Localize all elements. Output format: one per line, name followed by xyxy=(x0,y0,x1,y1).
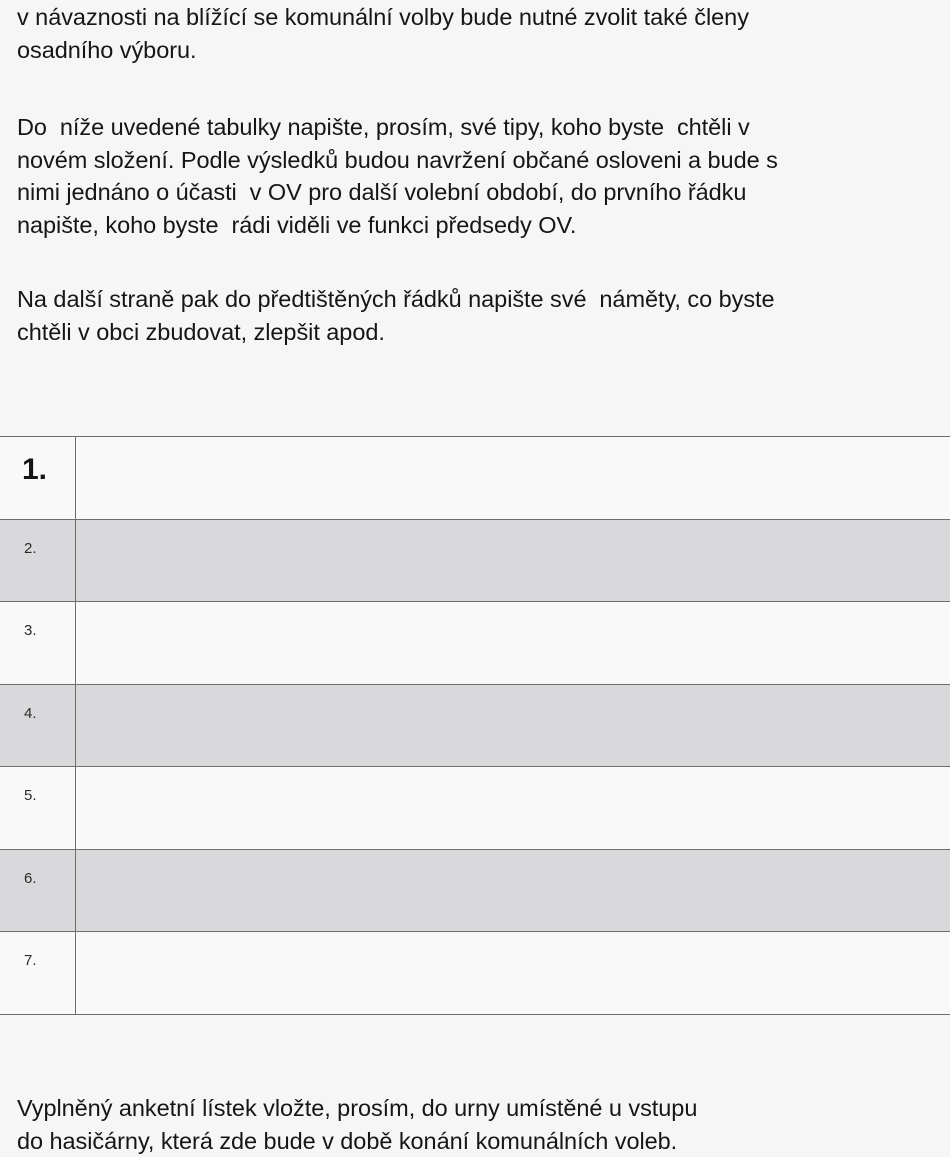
nominee-field-3[interactable] xyxy=(75,602,950,684)
row-number: 5. xyxy=(24,787,37,804)
table-row xyxy=(0,850,950,933)
table-row xyxy=(0,767,950,850)
footer-instructions: Vyplněný anketní lístek vložte, prosím, do urny umístěné u vstupu do hasičárny, která zde bude v době konání komunálních voleb. xyxy=(17,1095,698,1154)
intro-paragraph-3: Na další straně pak do předtištěných řádků napište své náměty, co byste chtěli v obci zbudovat, zlepšit apod. xyxy=(17,286,775,345)
nominee-field-4[interactable] xyxy=(75,685,950,767)
row-number: 1. xyxy=(22,453,48,486)
intro-paragraph-2: Do níže uvedené tabulky napište, prosím, své tipy, koho byste chtěli v novém složení. Podle výsledků budou navržení občané osloveni a bude s nimi jednáno o účasti v OV pro další volební období, do prvního řádku napište, koho byste rádi viděli ve funkci předsedy OV. xyxy=(17,114,778,238)
table-row-chair xyxy=(0,437,950,520)
row-number: 7. xyxy=(24,952,37,969)
row-number: 6. xyxy=(24,869,37,887)
row-number: 2. xyxy=(24,539,37,557)
nominee-field-5[interactable] xyxy=(75,767,950,849)
row-number: 3. xyxy=(24,622,37,639)
table-row xyxy=(0,685,950,768)
row-number: 4. xyxy=(24,704,37,722)
table-row xyxy=(0,932,950,1015)
table-row xyxy=(0,602,950,685)
nominee-field-6[interactable] xyxy=(75,850,950,932)
table-row xyxy=(0,520,950,603)
nominee-field-1[interactable] xyxy=(75,437,950,519)
intro-paragraph-1: v návaznosti na blížící se komunální volby bude nutné zvolit také členy osadního výboru. xyxy=(17,4,749,63)
nominee-table xyxy=(0,436,950,1015)
nominee-field-2[interactable] xyxy=(75,520,950,602)
nominee-field-7[interactable] xyxy=(75,932,950,1014)
